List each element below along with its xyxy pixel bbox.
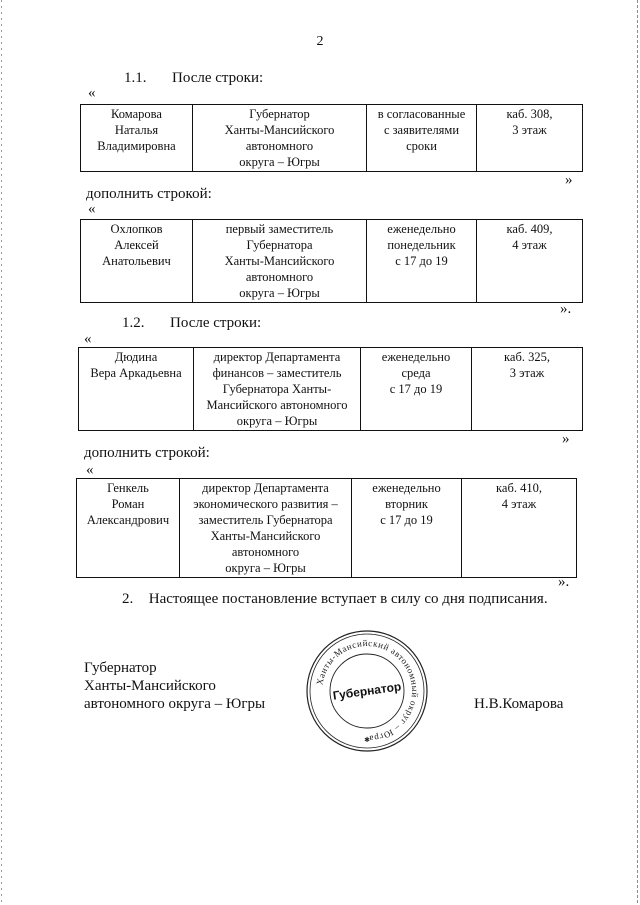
signatory-title-line: Губернатор [84, 660, 157, 676]
cell-line: Ханты-Мансийского [210, 529, 321, 543]
schedule-table-1 [80, 104, 583, 172]
cell-line: автономного [231, 545, 300, 559]
cell-line: Роман [111, 497, 145, 511]
cell-office [462, 479, 577, 578]
seal-graphic [304, 628, 430, 754]
cell-line: понедельник [387, 238, 456, 252]
cell-position [180, 479, 352, 578]
cell-line: каб. 409, [506, 222, 553, 236]
cell-line: Комарова [111, 107, 162, 121]
open-quote: « [84, 331, 92, 347]
cell-line: Ханты-Мансийского [224, 254, 335, 268]
section-1-2-text: После строки: [170, 315, 262, 331]
schedule-table-2 [80, 219, 583, 303]
cell-line: округа – Югры [236, 414, 318, 428]
cell-schedule [352, 479, 462, 578]
cell-line: Губернатора Ханты- [222, 382, 332, 396]
cell-schedule [367, 220, 477, 303]
section-1-1-label: 1.1. [124, 70, 147, 86]
cell-line: Охлопков [110, 222, 163, 236]
seal-ring-text: Ханты-Мансийский автономный округ – Югра [314, 637, 421, 744]
official-seal [304, 628, 430, 754]
cell-line: 3 этаж [512, 123, 547, 137]
cell-line: округа – Югры [225, 561, 306, 575]
table-row [77, 479, 577, 578]
cell-line: автономного [245, 270, 314, 284]
close-quote: » [562, 431, 570, 447]
section-1-1 [124, 70, 263, 87]
cell-line: Владимировна [97, 139, 176, 153]
schedule-table-3 [78, 347, 583, 431]
cell-line: сроки [406, 139, 437, 153]
cell-line: Генкель [107, 481, 149, 495]
cell-line: каб. 410, [496, 481, 542, 495]
cell-line: округа – Югры [239, 286, 320, 300]
section-1-2 [122, 315, 261, 332]
signatory-title-line: Ханты-Мансийского [84, 678, 216, 694]
cell-schedule [367, 105, 477, 172]
cell-line: Мансийского автономного [206, 398, 348, 412]
cell-line: каб. 325, [504, 350, 550, 364]
svg-text:✱: ✱ [364, 736, 370, 744]
section-1-2-label: 1.2. [122, 315, 145, 331]
open-quote: « [86, 462, 94, 478]
cell-line: еженедельно [387, 222, 456, 236]
cell-line: финансов – заместитель [212, 366, 342, 380]
close-quote-period: ». [560, 301, 572, 317]
cell-line: Губернатора [246, 238, 313, 252]
close-quote: » [565, 172, 573, 188]
cell-line: Анатольевич [102, 254, 171, 268]
cell-line: с заявителями [383, 123, 460, 137]
cell-line: экономического развития – [193, 497, 338, 511]
cell-line: вторник [385, 497, 428, 511]
seal-center-text: Губернатор [331, 679, 403, 703]
close-quote-period: ». [558, 574, 570, 590]
page-number: 2 [316, 34, 324, 49]
cell-line: округа – Югры [239, 155, 320, 169]
cell-position [193, 105, 367, 172]
scan-right-edge [637, 0, 638, 905]
cell-line: еженедельно [372, 481, 441, 495]
clause-2-text: Настоящее постановление вступает в силу со дня подписания. [148, 591, 548, 607]
cell-line: Ханты-Мансийского [224, 123, 335, 137]
cell-line: Дюдина [114, 350, 158, 364]
cell-name [81, 220, 193, 303]
cell-line: с 17 до 19 [389, 382, 443, 396]
cell-line: еженедельно [381, 350, 451, 364]
cell-line: с 17 до 19 [380, 513, 433, 527]
cell-line: с 17 до 19 [395, 254, 448, 268]
cell-office [477, 105, 583, 172]
cell-line: в согласованные [377, 107, 466, 121]
cell-line: 4 этаж [501, 497, 537, 511]
open-quote: « [88, 201, 96, 217]
cell-office [472, 348, 583, 431]
cell-name [79, 348, 194, 431]
cell-line: Александрович [86, 513, 170, 527]
cell-line: каб. 308, [506, 107, 553, 121]
table-row [79, 348, 583, 431]
clause-2-label: 2. [122, 591, 134, 607]
add-row-text: дополнить строкой: [84, 445, 210, 461]
add-row-text: дополнить строкой: [86, 186, 212, 202]
cell-name [81, 105, 193, 172]
signatory-title-line: автономного округа – Югры [84, 696, 266, 712]
cell-position [194, 348, 361, 431]
cell-line: директор Департамента [213, 350, 341, 364]
cell-line: заместитель Губернатора [198, 513, 333, 527]
cell-line: Алексей [114, 238, 159, 252]
cell-line: 3 этаж [509, 366, 545, 380]
cell-line: директор Департамента [202, 481, 329, 495]
signatory-name: Н.В.Комарова [474, 696, 564, 712]
cell-office [477, 220, 583, 303]
scan-left-edge [1, 0, 2, 905]
cell-line: Вера Аркадьевна [90, 366, 182, 380]
cell-line: Губернатор [249, 107, 310, 121]
table-row [81, 105, 583, 172]
cell-position [193, 220, 367, 303]
cell-line: автономного [245, 139, 314, 153]
cell-line: среда [401, 366, 431, 380]
section-1-1-text: После строки: [172, 70, 264, 86]
cell-line: Наталья [114, 123, 159, 137]
open-quote: « [88, 85, 96, 101]
clause-2 [122, 591, 548, 608]
cell-line: первый заместитель [225, 222, 334, 236]
cell-name [77, 479, 180, 578]
schedule-table-4 [76, 478, 577, 578]
cell-schedule [361, 348, 472, 431]
cell-line: 4 этаж [512, 238, 547, 252]
signatory-title [84, 659, 265, 713]
table-row [81, 220, 583, 303]
